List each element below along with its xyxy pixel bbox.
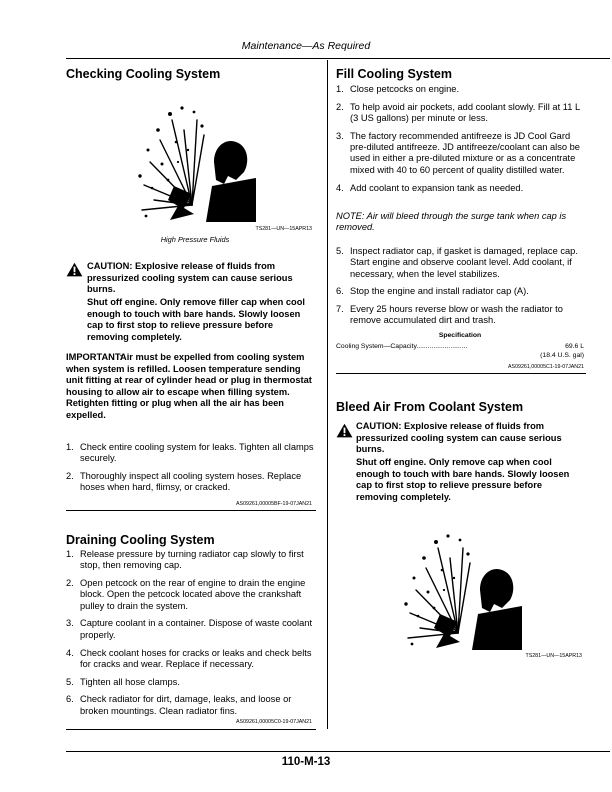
bleed-image-code: TS281—UN—15APR13 [525,653,582,659]
fill-cooling-title: Fill Cooling System [336,67,452,81]
high-pressure-fluids-illustration [132,90,258,222]
checking-image-code: TS281—UN—15APR13 [255,226,312,232]
draining-cooling-title: Draining Cooling System [66,533,215,547]
spec-dots: ........................... [416,343,468,350]
header-rule [66,58,610,59]
footer-rule [66,751,610,752]
caution-warning-icon [336,423,353,438]
checking-caution-detail: Shut off engine. Only remove filler cap when cool enough to touch with bare hands. Slowly loosen cap to first stop to relieve pressure before removing completely. [87,297,305,342]
list-item: 5. Inspect radiator cap, if gasket is damaged, replace cap. Start engine and observe coolant level. Add coolant, if necessary, when the level stabilizes. [336,246,578,279]
checking-image-caption: High Pressure Fluids [160,235,230,244]
list-item: 7. Every 25 hours reverse blow or wash the radiator to remove accumulated dirt and trash. [336,304,563,326]
important-label: IMPORTANT: [66,352,123,362]
list-item: 4. Add coolant to expansion tank as needed. [336,182,524,193]
section-rule [336,373,586,374]
draining-steps-list [66,549,316,724]
list-item: 4. Check coolant hoses for cracks or leaks and check belts for cracks and wear. Replace if necessary. [66,647,312,669]
spec-heading: Specification [438,332,482,339]
list-item: 3. The factory recommended antifreeze is JD Cool Gard pre-diluted antifreeze. JD antifreeze/coolant can also be used in either a pre-diluted mixture or as a concentrate mixed with 40 to 60 percent of quality distilled water. [336,130,580,175]
checking-ref-code: AS09261,00005BF-19-07JAN21 [236,501,312,507]
list-item: 1. Release pressure by turning radiator cap slowly to first stop, then removing cap. [66,549,304,571]
checking-cooling-title: Checking Cooling System [66,67,221,81]
list-item: 2. Open petcock on the rear of engine to drain the engine block. Open the petcock located above the crankshaft pulley to drain the system. [66,578,306,611]
page-number: 110-M-13 [281,756,331,768]
fill-steps-list [336,84,586,200]
fill-ref-code: AS09261,00005C1-19-07JAN21 [508,364,584,370]
draining-ref-code: AS09261,00005C0-19-07JAN21 [236,719,312,725]
section-rule [66,729,316,730]
caution-warning-icon [66,262,83,277]
fill-steps-list-continued [336,246,586,333]
spec-row [336,342,584,351]
checking-caution-text: CAUTION: Explosive release of fluids from pressurized cooling system can cause serious burns. [87,261,293,295]
spec-value-alt: (18.4 U.S. gal) [540,352,584,359]
spec-value: 69.6 L [565,343,584,350]
column-divider [327,60,328,729]
page-header-title: Maintenance—As Required [241,40,371,52]
high-pressure-fluids-illustration [398,518,524,650]
list-item: 6. Check radiator for dirt, damage, leaks, and loose or broken mountings. Clean radiator fins. [66,694,292,716]
list-item: 6. Stop the engine and install radiator cap (A). [336,286,529,297]
list-item: 1. Check entire cooling system for leaks. Tighten all clamps securely. [66,442,314,464]
bleed-air-title: Bleed Air From Coolant System [336,400,524,414]
checking-steps-list [66,442,316,500]
note-text: NOTE: Air will bleed through the surge tank when cap is removed. [336,211,567,233]
list-item: 5. Tighten all hose clamps. [66,676,180,687]
list-item: 3. Capture coolant in a container. Dispose of waste coolant properly. [66,618,313,640]
section-rule [66,510,316,511]
spec-label: Cooling System—Capacity [336,343,417,350]
list-item: 2. To help avoid air pockets, add coolant slowly. Fill at 11 L (3 US gallons) per minute or less. [336,101,580,124]
important-note [66,352,316,422]
important-text: Air must be expelled from cooling system when system is refilled. Loosen temperature sending unit fitting at rear of cylinder head or plug in thermostat housing to allow air to escape when filling system. Retighten fitting or plug when all the air has been expelled. [66,352,312,420]
list-item: 1. Close petcocks on engine. [336,84,460,94]
bleed-caution-text: CAUTION: Explosive release of fluids from pressurized cooling system can cause serious burns. [356,421,562,455]
list-item: 2. Thoroughly inspect all cooling system hoses. Replace hoses when hard, flimsy, or cracked. [66,471,302,493]
bleed-caution-detail: Shut off engine. Only remove cap when cool enough to touch with bare hands. Slowly loosen cap to first stop to relieve pressure before removing completely. [356,457,570,502]
fill-note [336,211,586,234]
